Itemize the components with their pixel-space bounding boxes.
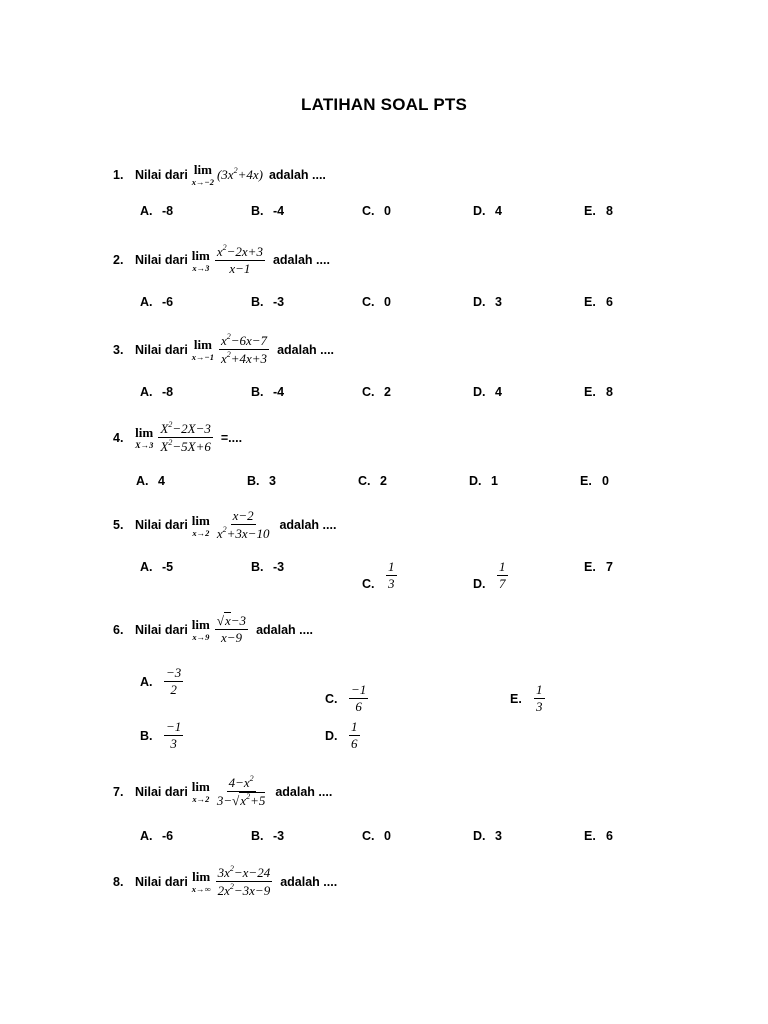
option-a[interactable]: A. -8: [140, 204, 174, 218]
question-text: Nilai dari: [135, 342, 188, 357]
question-number: 6.: [113, 622, 124, 637]
limit-operator: lim X→3: [135, 425, 154, 451]
question-3: [113, 333, 334, 367]
question-tail: adalah ....: [256, 622, 314, 637]
question-tail: adalah ....: [279, 518, 337, 533]
option-a[interactable]: A. $\frac{-3}{2}$: [140, 665, 182, 698]
option-b[interactable]: B. $\frac{-1}{3}$: [140, 719, 182, 752]
fraction: $\frac{√x-3}{x-9}$: [216, 613, 247, 646]
limit-operator: lim x→2: [191, 512, 210, 538]
limit-operator: lim x→−1: [191, 337, 214, 363]
option-a[interactable]: A. 4: [136, 474, 165, 488]
option-c[interactable]: C. $\frac{1}{3}$: [362, 559, 395, 592]
option-b[interactable]: B. -3: [251, 829, 285, 843]
question-4: [113, 421, 242, 455]
limit-operator: lim x→3: [191, 247, 210, 273]
fraction: $\frac{X^2-2X-3}{X^2-5X+6}$: [160, 420, 211, 455]
question-text: Nilai dari: [135, 518, 188, 533]
option-c[interactable]: C. $\frac{-1}{6}$: [325, 682, 367, 715]
fraction: $\frac{x-2}{x^2+3x-10}$: [216, 508, 270, 542]
question-text: Nilai dari: [135, 622, 188, 637]
question-2: [113, 244, 330, 277]
option-d[interactable]: D. 4: [473, 385, 502, 399]
limit-operator: lim x→−2: [191, 162, 214, 187]
question-text: Nilai dari: [135, 167, 188, 182]
option-e[interactable]: E. 8: [584, 204, 613, 218]
fraction: $\frac{4-x^2}{3-√x^2+5}$: [216, 774, 266, 809]
fraction: $\frac{x^2-6x-7}{x^2+4x+3}$: [220, 332, 268, 367]
question-text: Nilai dari: [135, 874, 188, 889]
fraction: $\frac{3x^2-x-24}{2x^2-3x-9}$: [217, 864, 271, 899]
option-c[interactable]: C. 0: [362, 204, 391, 218]
question-number: 4.: [113, 430, 124, 445]
option-e[interactable]: E. $\frac{1}{3}$: [510, 682, 543, 715]
option-e[interactable]: E. 6: [584, 829, 613, 843]
question-tail: adalah ....: [280, 874, 338, 889]
option-d[interactable]: D. 3: [473, 829, 502, 843]
option-d[interactable]: D. 3: [473, 295, 502, 309]
question-number: 3.: [113, 342, 124, 357]
option-b[interactable]: B. -4: [251, 385, 285, 399]
option-e[interactable]: E. 7: [584, 560, 613, 574]
option-c[interactable]: C. 0: [362, 829, 391, 843]
option-a[interactable]: A. -8: [140, 385, 174, 399]
option-c[interactable]: C. 2: [362, 385, 391, 399]
question-tail: adalah ....: [268, 167, 326, 182]
option-c[interactable]: C. 2: [358, 474, 387, 488]
fraction: $\frac{x^2-2x+3}{x-1}$: [216, 243, 263, 277]
limit-expression: $(3x^2+4x)$: [216, 166, 263, 183]
question-number: 7.: [113, 784, 124, 799]
question-7: [113, 775, 332, 809]
question-tail: =....: [220, 430, 243, 445]
question-number: 1.: [113, 167, 124, 182]
question-6: [113, 614, 313, 646]
question-tail: adalah ....: [272, 253, 330, 268]
question-text: Nilai dari: [135, 253, 188, 268]
limit-operator: lim x→9: [191, 617, 210, 643]
question-5: [113, 509, 336, 542]
question-1: [113, 163, 326, 187]
option-c[interactable]: C. 0: [362, 295, 391, 309]
option-d[interactable]: D. $\frac{1}{6}$: [325, 719, 358, 752]
option-d[interactable]: D. 1: [469, 474, 498, 488]
limit-operator: lim x→∞: [191, 869, 211, 895]
option-d[interactable]: D. $\frac{1}{7}$: [473, 559, 506, 592]
option-a[interactable]: A. -6: [140, 829, 174, 843]
question-tail: adalah ....: [277, 342, 335, 357]
option-a[interactable]: A. -5: [140, 560, 174, 574]
option-e[interactable]: E. 6: [584, 295, 613, 309]
option-e[interactable]: E. 8: [584, 385, 613, 399]
question-8: [113, 865, 337, 899]
option-a[interactable]: A. -6: [140, 295, 174, 309]
page-title: LATIHAN SOAL PTS: [301, 95, 467, 114]
question-number: 2.: [113, 253, 124, 268]
option-b[interactable]: B. -3: [251, 560, 285, 574]
question-number: 8.: [113, 874, 124, 889]
limit-operator: lim x→2: [191, 779, 210, 805]
option-b[interactable]: B. -4: [251, 204, 285, 218]
option-d[interactable]: D. 4: [473, 204, 502, 218]
question-tail: adalah ....: [275, 784, 333, 799]
question-text: Nilai dari: [135, 784, 188, 799]
option-e[interactable]: E. 0: [580, 474, 609, 488]
question-number: 5.: [113, 518, 124, 533]
option-b[interactable]: B. 3: [247, 474, 276, 488]
option-b[interactable]: B. -3: [251, 295, 285, 309]
